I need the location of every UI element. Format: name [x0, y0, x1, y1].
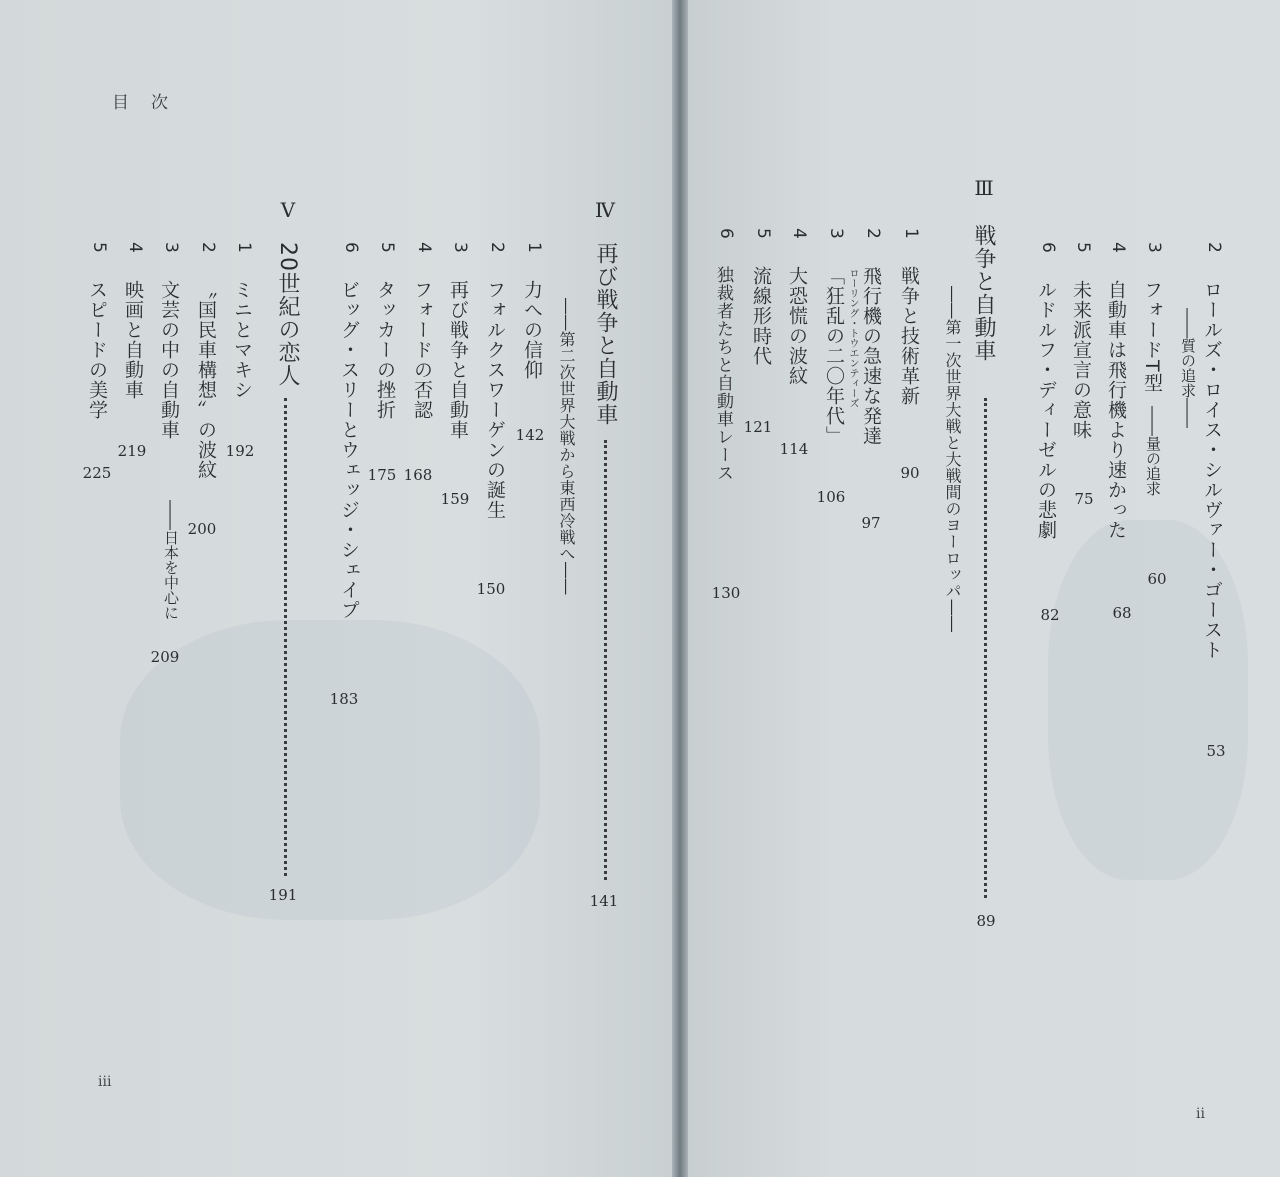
ch-5-2-page: 200	[187, 520, 217, 538]
ch-3-3-num: 3	[826, 228, 846, 239]
ch-5-5-page: 225	[82, 464, 112, 482]
ch-4-6-num: 6	[341, 242, 361, 253]
right-page	[688, 0, 1280, 1177]
ch-3-4-num: 4	[789, 228, 809, 239]
part-4-numeral: Ⅳ	[595, 198, 615, 222]
ch-2-2-num: 2	[1204, 242, 1224, 253]
folio-left: iii	[98, 1074, 112, 1090]
ch-4-1-title: 力への信仰	[521, 280, 543, 380]
ch-2-2-page: 53	[1206, 742, 1226, 760]
part-5-title: 20世紀の恋人	[275, 242, 300, 387]
ch-5-3-title: 文芸の中の自動車	[158, 280, 180, 440]
ch-5-1-num: 1	[234, 242, 254, 253]
ch-3-5-num: 5	[753, 228, 773, 239]
part-4-title: 再び戦争と自動車	[593, 242, 618, 426]
ch-2-3-title: フォードT型	[1141, 280, 1163, 393]
ch-3-2-num: 2	[863, 228, 883, 239]
ch-4-1-page: 142	[515, 426, 545, 444]
ch-3-3-page: 106	[816, 488, 846, 506]
ch-2-5-num: 5	[1073, 242, 1093, 253]
ch-2-5-page: 75	[1074, 490, 1094, 508]
ch-4-5-title: タッカーの挫折	[374, 280, 396, 420]
ch-4-2-page: 150	[476, 580, 506, 598]
ch-4-2-num: 2	[487, 242, 507, 253]
ch-4-1-num: 1	[524, 242, 544, 253]
ch-5-1-page: 192	[225, 442, 255, 460]
ch-2-6-page: 82	[1040, 606, 1060, 624]
folio-right: ii	[1196, 1106, 1205, 1122]
ch-5-4-title: 映画と自動車	[122, 280, 144, 400]
part-3-page: 89	[976, 912, 996, 930]
ch-4-5-page: 175	[367, 466, 397, 484]
ch-2-6-num: 6	[1038, 242, 1058, 253]
ch-3-1-title: 戦争と技術革新	[898, 266, 920, 406]
ch-4-2-title: フォルクスワーゲンの誕生	[484, 280, 506, 520]
ch-3-6-page: 130	[711, 584, 741, 602]
ch-4-5-num: 5	[377, 242, 397, 253]
ch-5-1-title: ミニとマキシ	[231, 280, 253, 400]
ch-2-2-title: ロールズ・ロイス・シルヴァー・ゴースト	[1201, 280, 1223, 660]
ch-3-1-num: 1	[901, 228, 921, 239]
ch-4-3-title: 再び戦争と自動車	[447, 280, 469, 440]
ch-2-3-page: 60	[1147, 570, 1167, 588]
ch-2-3-subtitle: ――量の追求	[1144, 406, 1162, 496]
ch-4-4-title: フォードの否認	[411, 280, 433, 420]
ch-3-5-title: 流線形時代	[750, 266, 772, 366]
ch-3-6-title: 独裁者たちと自動車レース	[713, 266, 733, 482]
ch-3-2-page: 97	[861, 514, 881, 532]
ch-5-5-num: 5	[89, 242, 109, 253]
part-3-leader	[984, 398, 987, 898]
ch-5-2-title: 〝国民車構想〟の波紋	[195, 280, 217, 480]
ch-4-4-num: 4	[414, 242, 434, 253]
ch-3-1-page: 90	[900, 464, 920, 482]
ch-5-2-num: 2	[198, 242, 218, 253]
ch-2-6-title: ルドルフ・ディーゼルの悲劇	[1035, 280, 1057, 540]
ch-4-4-page: 168	[403, 466, 433, 484]
part-5-page: 191	[268, 886, 298, 904]
ch-2-2-subtitle: ――質の追求――	[1179, 308, 1197, 428]
ch-2-4-page: 68	[1112, 604, 1132, 622]
part-3-title: 戦争と自動車	[971, 224, 996, 362]
book-gutter	[672, 0, 688, 1177]
ch-2-3-num: 3	[1144, 242, 1164, 253]
ch-2-4-title: 自動車は飛行機より速かった	[1105, 280, 1127, 540]
part-4-leader	[604, 440, 607, 880]
ch-2-5-title: 未来派宣言の意味	[1070, 280, 1092, 440]
ch-5-3-num: 3	[161, 242, 181, 253]
ch-5-3-subtitle: ――日本を中心に	[162, 500, 180, 620]
ch-4-3-num: 3	[450, 242, 470, 253]
ch-4-3-page: 159	[440, 490, 470, 508]
ch-5-4-page: 219	[117, 442, 147, 460]
ch-3-4-title: 大恐慌の波紋	[786, 266, 808, 386]
ch-3-3-ruby: ローリング・トウエンティーズ	[847, 268, 858, 408]
part-4-page: 141	[589, 892, 619, 910]
ch-4-6-page: 183	[329, 690, 359, 708]
ch-3-5-page: 121	[743, 418, 773, 436]
ch-3-2-title: 飛行機の急速な発達	[860, 266, 882, 446]
ch-4-6-title: ビッグ・スリーとウェッジ・シェイプ	[338, 280, 360, 620]
ch-3-3-title: 「狂乱の二〇年代」	[823, 266, 845, 446]
toc-header: 目次	[112, 93, 190, 113]
ch-3-4-page: 114	[779, 440, 809, 458]
part-3-numeral: Ⅲ	[974, 176, 994, 200]
ch-5-4-num: 4	[125, 242, 145, 253]
part-5-numeral: Ⅴ	[280, 198, 296, 222]
ch-3-6-num: 6	[716, 228, 736, 239]
part-3-subtitle: ――第一次世界大戦と大戦間のヨーロッパ――	[943, 286, 962, 633]
part-4-subtitle: ――第二次世界大戦から東西冷戦へ――	[557, 298, 576, 595]
part-5-leader	[284, 398, 287, 876]
ch-5-5-title: スピードの美学	[86, 280, 108, 420]
ch-5-3-page: 209	[150, 648, 180, 666]
ch-2-4-num: 4	[1108, 242, 1128, 253]
